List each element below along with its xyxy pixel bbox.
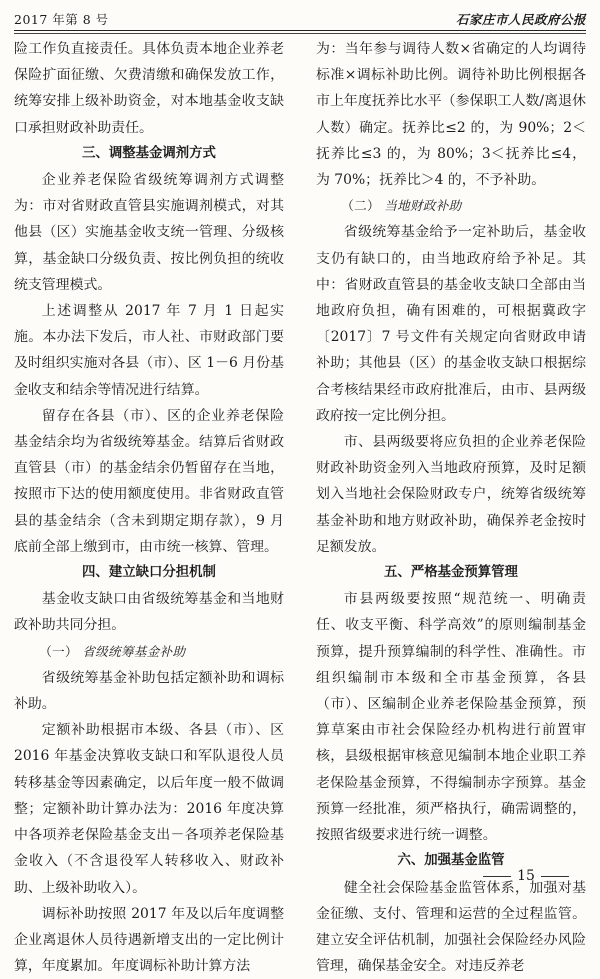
paragraph: 险工作负直接责任。具体负责本地企业养老保险扩面征缴、欠费清缴和确保发放工作，统筹安排上级补助资金，对本地基金收支缺口承担财政补助责任。 bbox=[14, 36, 284, 141]
page-header bbox=[14, 4, 586, 28]
section-heading: 五、严格基金预算管理 bbox=[316, 560, 586, 586]
header-rule bbox=[14, 30, 586, 31]
left-column bbox=[14, 36, 284, 979]
paragraph: 市县两级要按照“规范统一、明确责任、收支平衡、科学高效”的原则编制基金预算，提升预算编制的科学性、准确性。市组织编制市本级和全市基金预算，各县（市）、区编制企业养老保险基金预算，预算草案由市社会保险经办机构进行前置审核，县级根据审核意见编制本地企业职工养老保险基金预算，不得编制赤字预算。基金预算一经批准，须严格执行，确需调整的，按照省级要求进行统一调整。 bbox=[316, 586, 586, 848]
subsection-number: （二） bbox=[341, 198, 380, 213]
paragraph: 健全社会保险基金监管体系，加强对基金征缴、支付、管理和运营的全过程监管。建立安全评估机制，加强社会保险经办风险管理，确保基金安全。对违反养老 bbox=[316, 875, 586, 979]
journal-title: 石家庄市人民政府公报 bbox=[456, 10, 586, 28]
subsection-number: （一） bbox=[39, 644, 78, 659]
paragraph: 省级统筹基金补助包括定额补助和调标补助。 bbox=[14, 665, 284, 717]
right-column bbox=[316, 36, 586, 979]
footer-dash-right bbox=[541, 876, 569, 877]
paragraph: 省级统筹基金给予一定补助后，基金收支仍有缺口的，由当地政府给予补足。其中：省财政直管县的基金收支缺口全部由当地政府负担，确有困难的，可根据冀政字〔2017〕7 号文件有关规定向省财政申请补助；其他县（区）的基金收支缺口根据综合考核结果经市政府批准后，由市、县两级政府按一定比例分担。 bbox=[316, 219, 586, 429]
paragraph: 为：当年参与调待人数×省确定的人均调待标准×调标补助比例。调待补助比例根据各市上年度抚养比水平（参保职工人数/离退休人数）确定。抚养比≤2 的，为 90%；2＜抚养比≤3 的，为 80%；3＜抚养比≤4，为 70%；抚养比＞4 的，不予补助。 bbox=[316, 36, 586, 193]
footer-dash-left bbox=[483, 876, 511, 877]
subsection-heading bbox=[316, 193, 586, 219]
paragraph: 市、县两级要将应负担的企业养老保险财政补助资金列入当地政府预算，及时足额划入当地社会保险财政专户，统筹省级统筹基金补助和地方财政补助，确保养老金按时足额发放。 bbox=[316, 429, 586, 560]
paragraph: 定额补助根据市本级、各县（市）、区 2016 年基金决算收支缺口和军队退役人员转移基金等因素确定，以后年度一般不做调整；定额补助计算办法为：2016 年度决算中各项养老保险基金支出－各项养老保险基金收入（不含退役军人转移收入、财政补助、上级补助收入）。 bbox=[14, 717, 284, 900]
page-footer bbox=[466, 866, 586, 886]
paragraph: 企业养老保险省级统筹调剂方式调整为：市对省财政直管县实施调剂模式，对其他县（区）实施基金收支统一管理、分级核算，基金缺口分级负责、按比例负担的统收统支管理模式。 bbox=[14, 167, 284, 298]
paragraph: 基金收支缺口由省级统筹基金和当地财政补助共同分担。 bbox=[14, 586, 284, 638]
header-rule-thin bbox=[14, 33, 586, 34]
issue-label: 2017 年第 8 号 bbox=[14, 10, 109, 28]
page-number: 15 bbox=[517, 868, 535, 884]
section-heading: 三、调整基金调剂方式 bbox=[14, 141, 284, 167]
subsection-title: 当地财政补助 bbox=[384, 198, 461, 213]
paragraph: 上述调整从 2017 年 7 月 1 日起实施。本办法下发后，市人社、市财政部门要及时组织实施对各县（市）、区 1－6 月份基金收支和结余等情况进行结算。 bbox=[14, 298, 284, 403]
section-heading: 四、建立缺口分担机制 bbox=[14, 560, 284, 586]
section-heading: 六、加强基金监管 bbox=[316, 848, 586, 874]
paragraph: 调标补助按照 2017 年及以后年度调整企业离退休人员待遇新增支出的一定比例计算，年度累加。年度调标补助计算方法 bbox=[14, 901, 284, 979]
paragraph: 留存在各县（市）、区的企业养老保险基金结余均为省级统筹基金。结算后省财政直管县（市）的基金结余仍暂留存在当地，按照市下达的使用额度使用。非省财政直管县的基金结余（含未到期定期存款），9 月底前全部上缴到市，由市统一核算、管理。 bbox=[14, 403, 284, 560]
subsection-title: 省级统筹基金补助 bbox=[82, 644, 185, 659]
subsection-heading bbox=[14, 639, 284, 665]
